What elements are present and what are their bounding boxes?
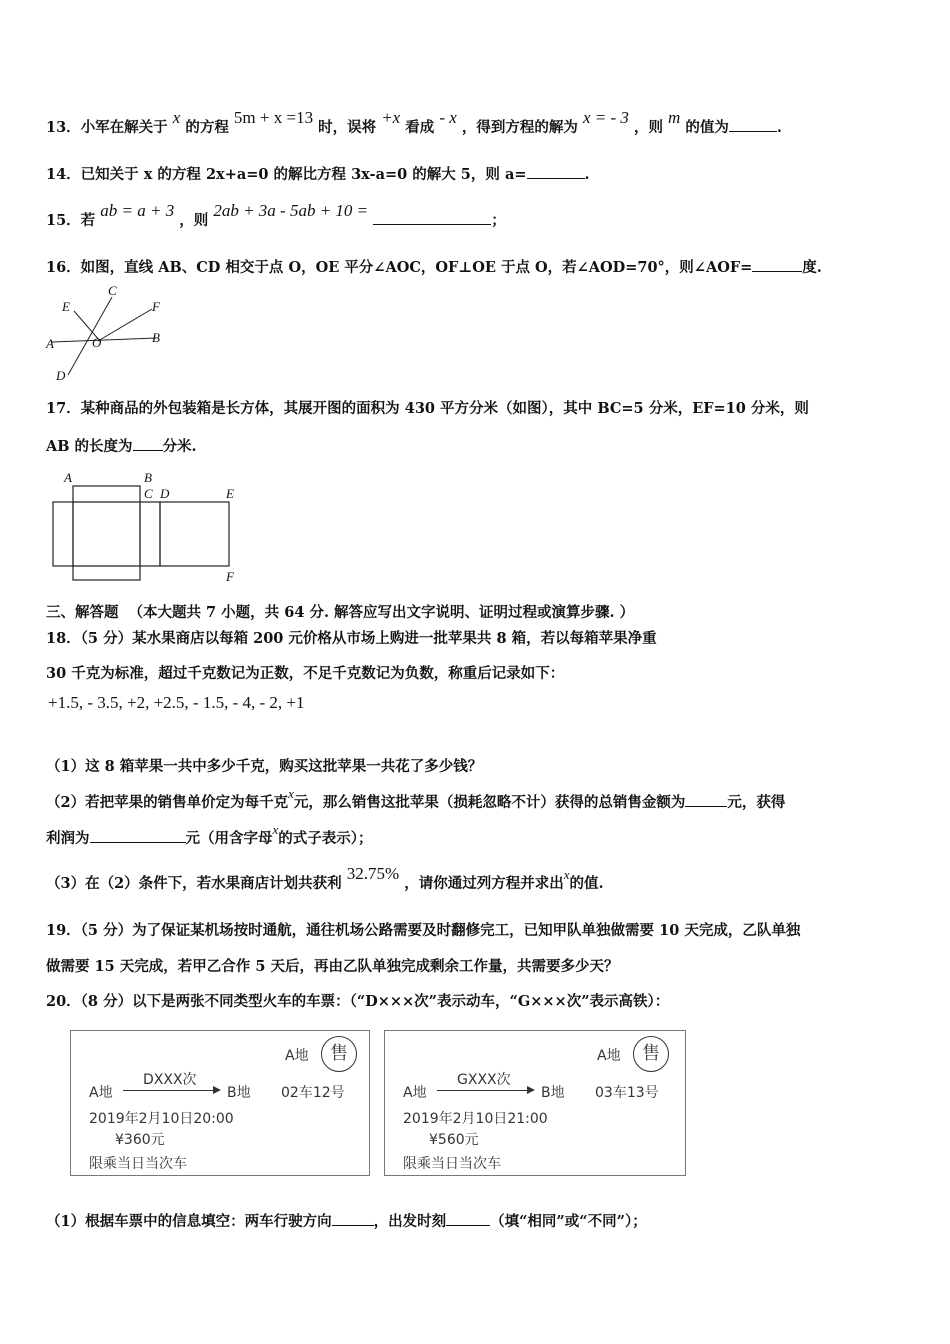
answer-blank[interactable] <box>373 210 491 225</box>
question-18-part3: （3）在（2）条件下，若水果商店计划共获利 32.75% ，请你通过列方程并求出x的值. <box>46 864 604 892</box>
ticket-d-train <box>70 1030 370 1176</box>
label-E: E <box>62 299 70 314</box>
label-A: A <box>64 470 72 485</box>
figure-16-lines <box>40 285 180 390</box>
label-O: O <box>92 335 102 350</box>
label-C: C <box>144 486 153 501</box>
label-F: F <box>226 569 234 584</box>
answer-blank[interactable] <box>446 1211 490 1226</box>
question-18-line1: 18．（5 分）某水果商店以每箱 200 元价格从市场上购进一批苹果共 8 箱，若以每箱苹果净重 <box>46 630 657 647</box>
answer-blank[interactable] <box>332 1211 374 1226</box>
departure-station: A地 <box>403 1085 427 1101</box>
equation: ab = a + 3 <box>100 201 175 220</box>
section-3-heading: 三、解答题 （本大题共 7 小题，共 64 分. 解答应写出文字说明、证明过程或演算步骤. ） <box>46 604 635 621</box>
arrow-right-icon <box>437 1090 533 1091</box>
train-number: GXXX次 <box>457 1072 511 1088</box>
ticket-note: 限乘当日当次车 <box>89 1156 187 1172</box>
departure-station: A地 <box>89 1085 113 1101</box>
departure-time: 2019年2月10日21:00 <box>403 1111 548 1127</box>
ray-OF <box>98 309 152 341</box>
var-x: x <box>172 108 181 127</box>
question-18-part1: （1）这 8 箱苹果一共中多少千克，购买这批苹果一共花了多少钱？ <box>46 758 483 775</box>
answer-blank[interactable] <box>90 828 186 843</box>
answer-blank[interactable] <box>527 164 585 179</box>
question-14: 14．已知关于 x 的方程 2x+a=0 的解比方程 3x-a=0 的解大 5，则 a= . <box>46 166 590 183</box>
question-15: 15．若 ab = a + 3 ，则 2ab + 3a - 5ab + 10 = ； <box>46 201 506 229</box>
line-CD <box>68 297 112 375</box>
arrival-station: B地 <box>541 1085 565 1101</box>
equation: 5m + x =13 <box>233 108 314 127</box>
question-13: 13．小军在解关于 x 的方程 5m + x =13 时，误将 +x 看成 - x ，得到方程的解为 x = - 3 ，则 m 的值为 . <box>46 108 782 136</box>
question-17-line2: AB 的长度为 分米. <box>46 438 197 455</box>
solution: x = - 3 <box>582 108 629 127</box>
ticket-note: 限乘当日当次车 <box>403 1156 501 1172</box>
label-E: E <box>226 486 234 501</box>
label-B: B <box>144 470 152 485</box>
question-18-part2: （2）若把苹果的销售单价定为每千克x元，那么销售这批苹果（损耗忽略不计）获得的总销售金额为 元，获得 <box>46 786 786 811</box>
ticket-station: A地 <box>285 1048 309 1064</box>
label-F: F <box>152 299 160 314</box>
ticket-g-train <box>384 1030 686 1176</box>
label-D: D <box>160 486 170 501</box>
q13-number: 13． <box>46 119 81 136</box>
answer-blank[interactable] <box>752 257 802 272</box>
label-D: D <box>56 368 66 383</box>
sold-seal-icon: 售 <box>321 1036 357 1072</box>
ticket-price: ¥360元 <box>115 1132 165 1148</box>
weight-record: +1.5, - 3.5, +2, +2.5, - 1.5, - 4, - 2, +1 <box>48 693 305 712</box>
question-17-line1: 17．某种商品的外包装箱是长方体，其展开图的面积为 430 平方分米（如图），其中 BC=5 分米，EF=10 分米，则 <box>46 400 809 417</box>
section-title: 三、解答题 <box>46 604 119 621</box>
question-16: 16．如图，直线 AB、CD 相交于点 O，OE 平分∠AOC，OF⊥OE 于点 O，若∠AOD=70°，则∠AOF= 度. <box>46 259 822 276</box>
question-20: 20．（8 分）以下是两张不同类型火车的车票：（“D×××次”表示动车，“G×××次”表示高铁）： <box>46 993 670 1010</box>
answer-blank[interactable] <box>133 436 163 451</box>
arrival-station: B地 <box>227 1085 251 1101</box>
arrow-right-icon <box>123 1090 219 1091</box>
label-B: B <box>152 330 160 345</box>
ticket-price: ¥560元 <box>429 1132 479 1148</box>
answer-blank[interactable] <box>685 792 727 807</box>
profit-percent: 32.75% <box>346 864 400 883</box>
ticket-station: A地 <box>597 1048 621 1064</box>
question-18-part2-cont: 利润为 元（用含字母x的式子表示）； <box>46 822 373 847</box>
departure-time: 2019年2月10日20:00 <box>89 1111 234 1127</box>
question-19-line1: 19．（5 分）为了保证某机场按时通航，通往机场公路需要及时翻修完工，已知甲队单独做需要 10 天完成，乙队单独 <box>46 922 801 939</box>
expression: 2ab + 3a - 5ab + 10 = <box>213 201 369 220</box>
answer-blank[interactable] <box>729 117 777 132</box>
question-19-line2: 做需要 15 天完成，若甲乙合作 5 天后，再由乙队单独完成剩余工作量，共需要多少天？ <box>46 958 619 975</box>
question-18-line2: 30 千克为标准，超过千克数记为正数，不足千克数记为负数，称重后记录如下： <box>46 665 565 682</box>
label-C: C <box>108 283 117 298</box>
figure-17-box-net <box>40 470 250 588</box>
label-A: A <box>46 336 54 351</box>
seat-number: 02车12号 <box>281 1085 345 1101</box>
sold-seal-icon: 售 <box>633 1036 669 1072</box>
question-20-part1: （1）根据车票中的信息填空：两车行驶方向 ，出发时刻 （填“相同”或“不同”）； <box>46 1213 647 1230</box>
train-number: DXXX次 <box>143 1072 197 1088</box>
seat-number: 03车13号 <box>595 1085 659 1101</box>
line-AB <box>52 338 156 342</box>
